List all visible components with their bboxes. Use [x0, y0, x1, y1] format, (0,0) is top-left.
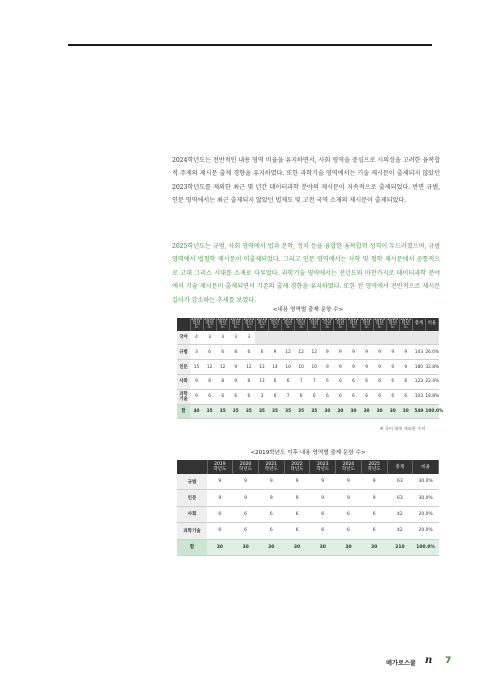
table-row [177, 331, 439, 345]
table-cell: 7 [282, 389, 295, 404]
table-cell: 9 [190, 375, 203, 390]
table-cell: 6 [258, 523, 284, 539]
table2-col-header: 2021 학년도 [258, 460, 284, 474]
table-cell: 6 [360, 375, 373, 390]
table-row [177, 539, 439, 555]
table-cell: 30 [334, 404, 347, 419]
table-cell: 9 [207, 474, 233, 490]
table-cell: 35 [282, 404, 295, 419]
table-cell [321, 331, 334, 345]
table-cell: 9 [347, 360, 360, 375]
table1-corner [177, 318, 190, 331]
table-cell: 6 [282, 375, 295, 390]
table-cell: 30 [386, 404, 399, 419]
table-cell [425, 331, 438, 345]
row-label: 인문 [177, 360, 190, 375]
table-cell: 35 [216, 404, 229, 419]
row-label: 사회 [177, 506, 207, 522]
table2-col-header: 2025 학년도 [361, 460, 387, 474]
table-cell: 9 [336, 474, 362, 490]
table-cell: 30 [347, 404, 360, 419]
table1-col-header: 총계 [412, 318, 425, 331]
table1-col-header: 2025 학년도 [400, 317, 412, 331]
paragraph-2024: 2024학년도는 전반적인 내용 영역 비율을 유지하면서, 사회 영역을 중심으로 시의성을 고려한 융복합적 주제의 제시문 출제 경향을 유지하였다. 또한 과학기술 영역에서는 기술 제시문이 출제되지 않았던 2023학년도를 제외한 최근 몇 년간 데이터과학 분야의 제시문이 지속적으로 출제되었다. 반면 규범, 인문 영역에서는 최근 출제되지 않았던 법제도 및 고전 국역 소재의 제시문이 출제되었다. [172, 157, 440, 205]
table-cell [255, 331, 268, 345]
top-rule [68, 44, 432, 46]
table-cell: 13 [255, 375, 268, 390]
table-cell: 9 [310, 490, 336, 506]
table-cell: 6 [373, 389, 386, 404]
table2-col-header: 2024 학년도 [336, 460, 362, 474]
table1-col-header: 2023 학년도 [374, 317, 386, 331]
table-cell: 9 [373, 345, 386, 360]
brand-logo-icon: n [425, 655, 433, 666]
table-cell: 6 [321, 389, 334, 404]
table1-col-header: 2021 학년도 [348, 317, 359, 331]
table1-col-header: 2012 학년도 [230, 317, 242, 331]
table-cell: 35 [203, 404, 216, 419]
table-cell: 6 [255, 345, 268, 360]
table-cell: 15 [190, 360, 203, 375]
table-cell: 6 [334, 375, 347, 390]
table-cell: 6 [242, 389, 255, 404]
table-cell: 10 [282, 360, 295, 375]
recent-content-area-table [177, 460, 439, 556]
table-cell: 9 [258, 474, 284, 490]
table-cell: 6 [268, 375, 281, 390]
row-label: 규범 [177, 345, 190, 360]
table-cell: 9 [334, 360, 347, 375]
table-cell: 9 [229, 360, 242, 375]
table-cell: 63 [387, 490, 413, 506]
page-number: 7 [445, 656, 452, 666]
table-row [177, 360, 439, 375]
table-cell: 9 [310, 474, 336, 490]
table-cell: 9 [321, 345, 334, 360]
table-cell: 6 [233, 523, 259, 539]
table-cell: 30 [321, 404, 334, 419]
table-cell: 9 [386, 345, 399, 360]
table-cell: 549 [412, 404, 425, 419]
row-label: 인문 [177, 490, 207, 506]
table-row [177, 490, 439, 506]
table-cell [282, 331, 295, 345]
table-cell [347, 331, 360, 345]
table1-col-header: 2013 학년도 [243, 317, 255, 331]
table-cell: 9 [233, 474, 259, 490]
table-cell: 9 [258, 490, 284, 506]
table-cell: 35 [295, 404, 308, 419]
table-cell: 4 [190, 331, 203, 345]
table-cell: 7 [295, 375, 308, 390]
row-label: 합 [177, 404, 190, 419]
table-cell: 30 [207, 539, 233, 555]
table-cell: 40 [190, 404, 203, 419]
table1-col-header: 2024 학년도 [387, 317, 399, 331]
table-cell: 6 [258, 506, 284, 522]
table1-col-header: 2019 학년도 [321, 317, 333, 331]
row-label: 과학 기술 [177, 389, 190, 404]
table-cell: 6 [308, 389, 321, 404]
table-cell: 63 [387, 474, 413, 490]
table1-header-row [177, 318, 439, 331]
table-cell: 12 [242, 360, 255, 375]
table-cell: 3 [242, 331, 255, 345]
table1-col-header: 2018 학년도 [308, 317, 320, 331]
table-cell: 9 [386, 360, 399, 375]
table-cell: 9 [347, 345, 360, 360]
table1-col-header: 2015 학년도 [269, 317, 281, 331]
table2-col-header: 총계 [387, 460, 413, 474]
table-cell: 6 [347, 389, 360, 404]
table-cell: 100.0% [425, 404, 438, 419]
table-cell: 30 [399, 404, 412, 419]
table-cell: 20.0% [413, 523, 439, 539]
table1-col-header: 2020 학년도 [334, 317, 346, 331]
table2-header-row [177, 460, 439, 474]
table-cell: 32.8% [425, 360, 438, 375]
table-cell: 6 [336, 506, 362, 522]
table-row [177, 345, 439, 360]
table-cell: 6 [386, 375, 399, 390]
table-cell: 7 [308, 375, 321, 390]
table-cell: 12 [203, 360, 216, 375]
table-cell: 35 [255, 404, 268, 419]
table-cell: 18.8% [425, 389, 438, 404]
table-cell: 30 [373, 404, 386, 419]
table1-col-header: 2010 학년도 [204, 317, 216, 331]
table-cell: 6 [233, 506, 259, 522]
table-cell: 30 [360, 404, 373, 419]
table-cell: 9 [360, 360, 373, 375]
table-cell: 6 [310, 523, 336, 539]
table-cell: 8 [216, 375, 229, 390]
table-cell: 210 [387, 539, 413, 555]
table1-col-header: 2016 학년도 [282, 317, 294, 331]
footer-brand: 메가로스쿨 [386, 660, 416, 667]
table-cell: 6 [334, 389, 347, 404]
table-row [177, 404, 439, 419]
table-cell: 9 [336, 490, 362, 506]
table-cell: 9 [233, 490, 259, 506]
row-label: 합 [177, 539, 207, 555]
table-cell: 6 [321, 375, 334, 390]
table-cell: 6 [361, 523, 387, 539]
table-cell: 143 [412, 345, 425, 360]
table1-note: ※ 국어 영역 제외한 수치 [380, 426, 426, 431]
table-cell: 9 [373, 360, 386, 375]
table-cell: 6 [360, 389, 373, 404]
table-cell: 6 [229, 389, 242, 404]
content-area-question-table [177, 317, 444, 419]
table-cell: 3 [190, 345, 203, 360]
table-cell: 9 [190, 389, 203, 404]
table-cell: 6 [399, 375, 412, 390]
row-label: 규범 [177, 474, 207, 490]
table-cell: 103 [412, 389, 425, 404]
table-cell: 9 [361, 474, 387, 490]
row-label: 국어 [177, 331, 190, 345]
table1-caption: <내용 영역별 출제 문항 수> [272, 307, 344, 313]
table-cell: 9 [360, 345, 373, 360]
table-cell: 6 [347, 375, 360, 390]
table-row [177, 506, 439, 522]
table-cell: 30 [284, 539, 310, 555]
table-cell: 12 [308, 345, 321, 360]
table-cell: 6 [216, 389, 229, 404]
table-cell: 6 [284, 506, 310, 522]
table1-col-header: 2014 학년도 [256, 317, 268, 331]
table-cell: 9 [399, 345, 412, 360]
table-cell: 6 [207, 506, 233, 522]
table-cell: 10 [308, 360, 321, 375]
table-row [177, 523, 439, 539]
table-cell: 6 [399, 389, 412, 404]
table-cell: 180 [412, 360, 425, 375]
table-cell [360, 331, 373, 345]
table-cell: 14 [268, 360, 281, 375]
row-label: 과학기술 [177, 523, 207, 539]
table-cell: 30 [233, 539, 259, 555]
table-row [177, 474, 439, 490]
paragraph-2025: 2025학년도는 규범, 사회 영역에서 법과 문학, 정치 등을 융합한 융복합적 성격이 두드러졌으며, 규범 영역에서 법철학 제시문이 미출제되었다. 그리고 인문 영역에서는 사학 및 철학 제시문에서 공통적으로 고대 그리스 시대를 소재로 다루었다. 과학기술 영역에서는 전년도와 마찬가지로 데이터과학 분야에서 기술 제시문이 출제되면서 기존의 출제 경향을 유지하였다. 또한 전 영역에서 전반적으로 제시문 길이가 감소하는 추세를 보였다. [172, 243, 440, 304]
table-cell: 22.4% [425, 375, 438, 390]
table-cell: 9 [229, 375, 242, 390]
table2-corner [177, 460, 207, 474]
table-cell [373, 331, 386, 345]
table-cell: 6 [203, 389, 216, 404]
table1-col-header: 2009 학년도 [191, 317, 202, 331]
table-cell: 6 [373, 375, 386, 390]
table2-col-header: 2020 학년도 [233, 460, 259, 474]
table-cell: 3 [203, 331, 216, 345]
table1-col-header: 비율 [425, 318, 438, 331]
table-cell [308, 331, 321, 345]
table-cell [334, 331, 347, 345]
table-cell: 3 [255, 389, 268, 404]
table-cell: 3 [229, 331, 242, 345]
table-row [177, 375, 439, 390]
table-cell [295, 331, 308, 345]
table-cell: 6 [310, 506, 336, 522]
table-cell: 30 [258, 539, 284, 555]
table-cell: 9 [207, 490, 233, 506]
table-cell: 30.0% [413, 490, 439, 506]
table-cell [386, 331, 399, 345]
table-cell: 30.0% [413, 474, 439, 490]
table-cell: 9 [399, 360, 412, 375]
table1-col-header: 2022 학년도 [361, 317, 373, 331]
table-cell: 6 [242, 345, 255, 360]
table2-col-header: 2022 학년도 [284, 460, 310, 474]
table2-col-header: 비율 [413, 460, 439, 474]
table-cell: 10 [295, 360, 308, 375]
table-cell: 9 [268, 345, 281, 360]
table-cell: 6 [361, 506, 387, 522]
table2-caption: <2019학년도 이후 내용 영역별 출제 문항 수> [250, 450, 366, 456]
table-cell: 3 [216, 331, 229, 345]
table-cell: 9 [284, 490, 310, 506]
table-cell: 35 [229, 404, 242, 419]
table-cell: 12 [216, 360, 229, 375]
table-cell: 6 [216, 345, 229, 360]
table-cell: 42 [387, 506, 413, 522]
table-cell: 8 [203, 375, 216, 390]
table-cell: 9 [334, 345, 347, 360]
table-cell: 6 [284, 523, 310, 539]
table-cell: 9 [284, 474, 310, 490]
table-cell: 30 [310, 539, 336, 555]
table-cell: 20.0% [413, 506, 439, 522]
table1-col-header: 2017 학년도 [295, 317, 307, 331]
table-cell: 30 [361, 539, 387, 555]
table-cell: 6 [336, 523, 362, 539]
table-row [177, 389, 439, 404]
table-cell: 8 [242, 375, 255, 390]
table-cell: 26.0% [425, 345, 438, 360]
table-cell: 123 [412, 375, 425, 390]
table-cell: 35 [268, 404, 281, 419]
table2-col-header: 2023 학년도 [310, 460, 336, 474]
table1-col-header: 2011 학년도 [217, 317, 229, 331]
table2-col-header: 2019 학년도 [207, 460, 233, 474]
table-cell: 12 [282, 345, 295, 360]
table-cell: 42 [387, 523, 413, 539]
row-label: 사회 [177, 375, 190, 390]
table-cell: 100.0% [413, 539, 439, 555]
table-cell: 6 [386, 389, 399, 404]
table-cell [399, 331, 412, 345]
table-cell [268, 331, 281, 345]
table-cell: 35 [242, 404, 255, 419]
table-cell [412, 331, 425, 345]
table-cell: 9 [321, 360, 334, 375]
table-cell: 13 [255, 360, 268, 375]
table-cell: 9 [361, 490, 387, 506]
table-cell: 35 [308, 404, 321, 419]
table-cell: 8 [229, 345, 242, 360]
table-cell: 30 [336, 539, 362, 555]
table-cell: 6 [203, 345, 216, 360]
table-cell: 12 [295, 345, 308, 360]
table-cell: 6 [207, 523, 233, 539]
table-cell: 6 [295, 389, 308, 404]
table-cell: 6 [268, 389, 281, 404]
